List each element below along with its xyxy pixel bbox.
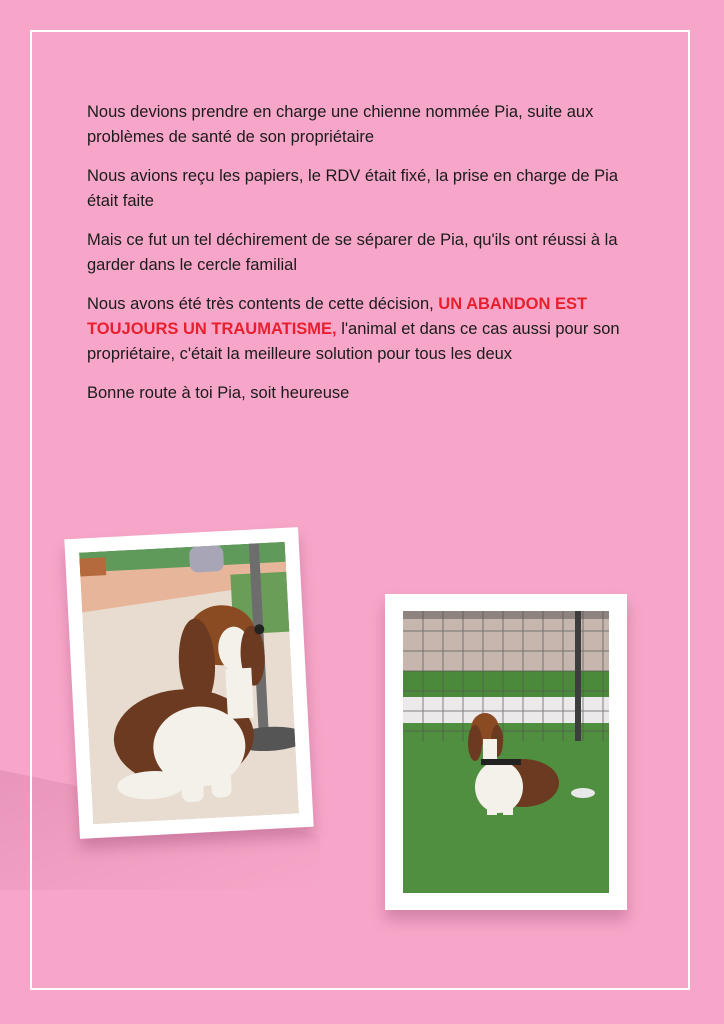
closing-line: Bonne route à toi Pia, soit heureuse	[87, 384, 350, 402]
highlight-warning: UN ABANDON EST TOUJOURS UN TRAUMATISME,	[87, 295, 588, 338]
photo-frame-grass	[385, 594, 627, 910]
paragraph-4-end: l'animal et dans ce cas aussi pour son propriétaire, c'était la meilleure solution pour tous les deux	[87, 320, 620, 363]
photo-grass	[403, 611, 609, 893]
paragraph-2: Nous avions reçu les papiers, le RDV était fixé, la prise en charge de Pia était faite	[87, 167, 619, 210]
paragraph-1: Nous devions prendre en charge une chienne nommée Pia, suite aux problèmes de santé de son propriétaire	[87, 103, 594, 146]
photo-frame-terrace	[64, 527, 313, 839]
paragraph-4	[87, 292, 647, 367]
paragraph-4-start: Nous avons été très contents de cette décision,	[87, 295, 439, 313]
letter-text	[87, 100, 647, 420]
dog-terrace-illustration	[79, 542, 299, 824]
dog-grass-illustration	[403, 611, 609, 893]
photo-terrace	[79, 542, 299, 824]
paragraph-3: Mais ce fut un tel déchirement de se séparer de Pia, qu'ils ont réussi à la garder dans le cercle familial	[87, 231, 618, 274]
